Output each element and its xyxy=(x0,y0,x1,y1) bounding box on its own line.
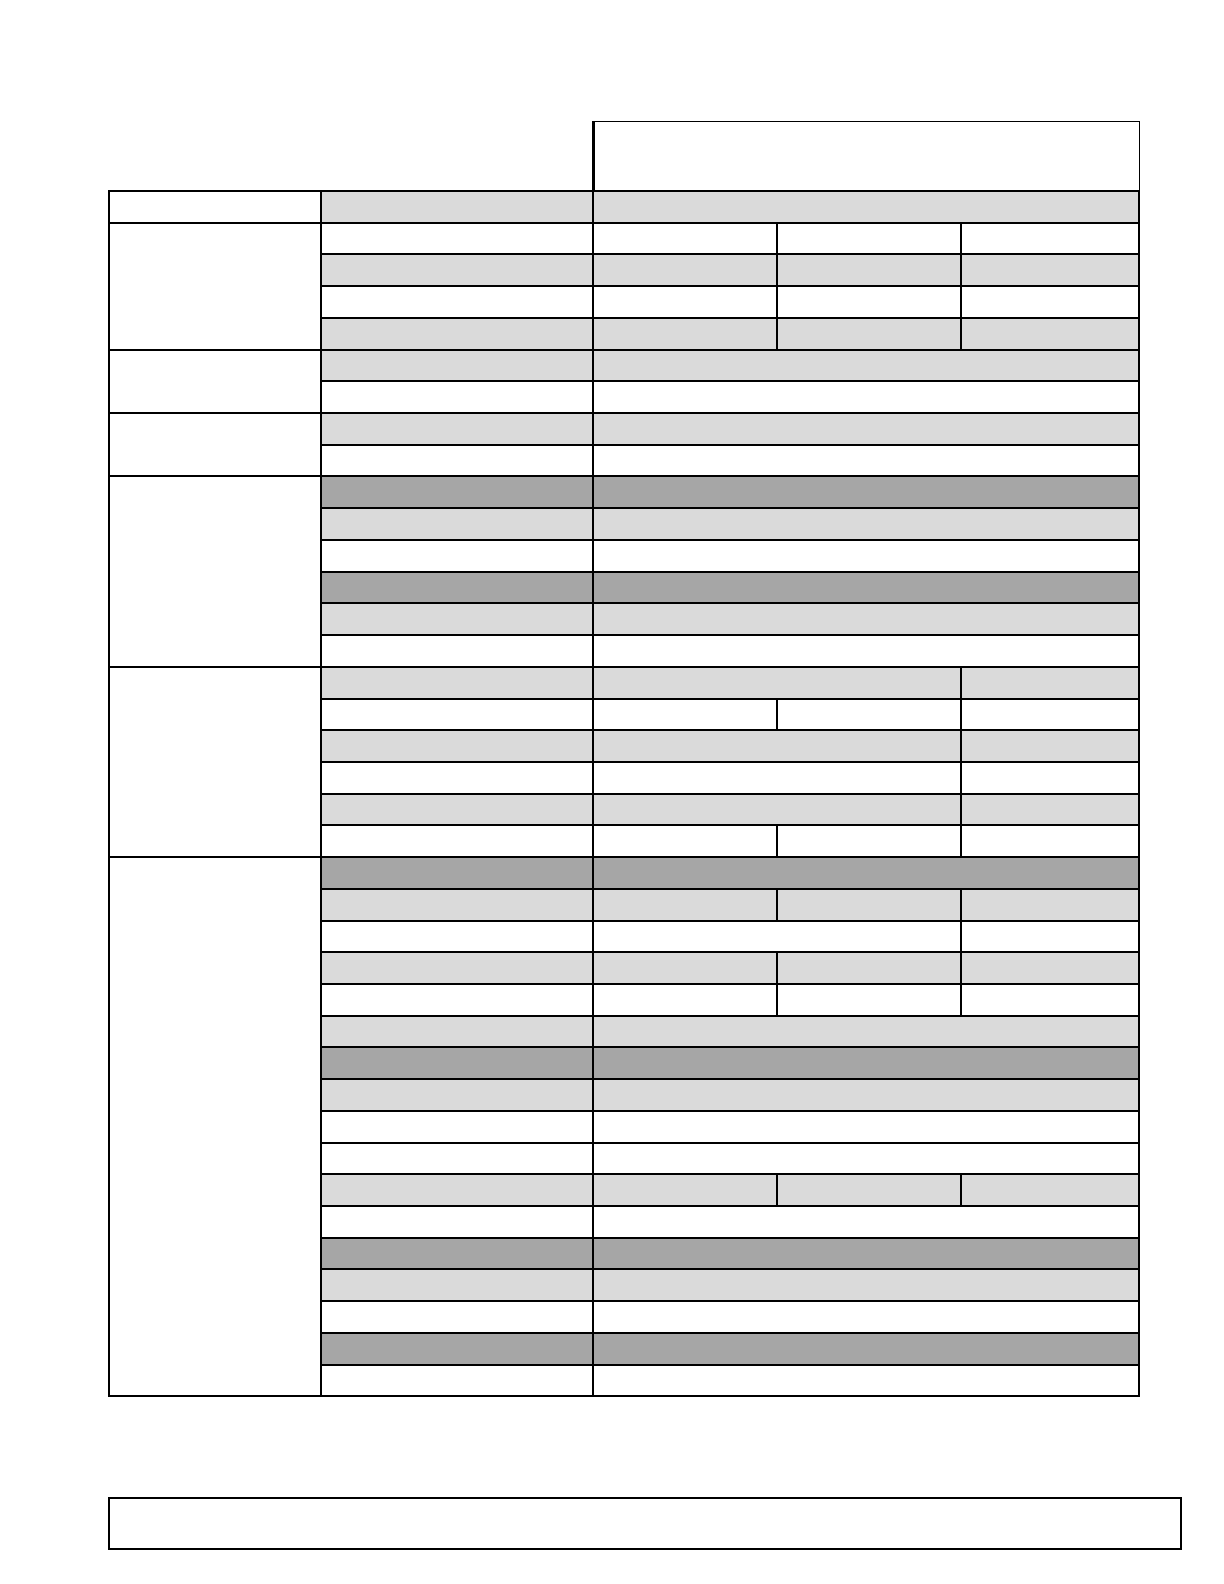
row-divider xyxy=(320,285,1139,287)
form-row xyxy=(320,507,1139,539)
column-divider xyxy=(960,1173,962,1205)
form-row xyxy=(320,856,1139,888)
section-divider xyxy=(108,475,1139,477)
column-divider xyxy=(960,285,962,317)
row-divider xyxy=(320,1046,1139,1048)
section-label-cell xyxy=(108,666,320,856)
row-divider xyxy=(320,793,1139,795)
row-divider xyxy=(320,983,1139,985)
row-divider xyxy=(320,1237,1139,1239)
row-divider xyxy=(320,317,1139,319)
form-row xyxy=(320,475,1139,507)
row-divider xyxy=(320,1205,1139,1207)
row-divider xyxy=(320,380,1139,382)
row-divider xyxy=(320,888,1139,890)
section-label-cell xyxy=(108,222,320,349)
form-row xyxy=(320,285,1139,317)
section-divider xyxy=(108,222,1139,224)
table-left-border xyxy=(108,190,110,1396)
column-divider xyxy=(776,698,778,730)
form-row xyxy=(320,983,1139,1015)
form-row xyxy=(320,1205,1139,1237)
form-row xyxy=(320,1237,1139,1269)
column-divider xyxy=(960,666,962,698)
form-row xyxy=(320,444,1139,476)
row-divider xyxy=(320,444,1139,446)
row-divider xyxy=(320,1142,1139,1144)
form-row xyxy=(320,602,1139,634)
row-divider xyxy=(320,1078,1139,1080)
table-bottom-border xyxy=(108,1395,1140,1397)
column-divider xyxy=(960,317,962,349)
column-divider xyxy=(960,824,962,856)
column-divider xyxy=(960,222,962,254)
column-divider xyxy=(776,983,778,1015)
column-divider xyxy=(776,824,778,856)
table-right-border xyxy=(1138,190,1140,1396)
form-row xyxy=(320,1364,1139,1396)
row-divider xyxy=(320,634,1139,636)
form-row xyxy=(320,1015,1139,1047)
row-divider xyxy=(320,1173,1139,1175)
row-divider xyxy=(320,1268,1139,1270)
row-divider xyxy=(320,1364,1139,1366)
value-column-divider xyxy=(592,190,594,1395)
column-divider xyxy=(776,951,778,983)
section-label-cell xyxy=(108,856,320,1395)
row-divider xyxy=(320,571,1139,573)
column-divider xyxy=(960,983,962,1015)
section-divider xyxy=(108,856,1139,858)
form-row xyxy=(320,1332,1139,1364)
column-divider xyxy=(960,761,962,793)
form-row xyxy=(320,951,1139,983)
form-row xyxy=(320,1268,1139,1300)
row-divider xyxy=(320,507,1139,509)
row-divider xyxy=(320,761,1139,763)
form-row xyxy=(320,539,1139,571)
row-divider xyxy=(320,1332,1139,1334)
row-divider xyxy=(320,1300,1139,1302)
row-divider xyxy=(320,951,1139,953)
row-divider xyxy=(320,253,1139,255)
column-divider xyxy=(776,1173,778,1205)
column-divider xyxy=(960,253,962,285)
column-divider xyxy=(960,729,962,761)
form-row xyxy=(320,698,1139,730)
header-box xyxy=(592,121,1140,191)
form-row xyxy=(320,1046,1139,1078)
section-label-cell xyxy=(108,412,320,475)
form-row xyxy=(320,412,1139,444)
form-row xyxy=(320,761,1139,793)
form-row xyxy=(320,1078,1139,1110)
form-row xyxy=(320,253,1139,285)
row-divider xyxy=(320,729,1139,731)
section-label-cell xyxy=(108,190,320,222)
column-divider xyxy=(960,698,962,730)
form-row xyxy=(320,666,1139,698)
column-divider xyxy=(960,888,962,920)
section-divider xyxy=(108,190,1139,192)
section-divider xyxy=(108,349,1139,351)
form-row xyxy=(320,1110,1139,1142)
form-row xyxy=(320,317,1139,349)
column-divider xyxy=(776,285,778,317)
label-column-divider xyxy=(320,190,322,1395)
form-row xyxy=(320,190,1139,222)
column-divider xyxy=(960,793,962,825)
row-divider xyxy=(320,602,1139,604)
column-divider xyxy=(960,951,962,983)
row-divider xyxy=(320,824,1139,826)
section-label-cell xyxy=(108,349,320,412)
row-divider xyxy=(320,920,1139,922)
row-divider xyxy=(320,698,1139,700)
row-divider xyxy=(320,1110,1139,1112)
form-row xyxy=(320,1300,1139,1332)
section-label-cell xyxy=(108,475,320,665)
form-row xyxy=(320,920,1139,952)
form-row xyxy=(320,1142,1139,1174)
form-row xyxy=(320,571,1139,603)
form-row xyxy=(320,380,1139,412)
column-divider xyxy=(776,888,778,920)
header-box-left-border xyxy=(592,121,595,191)
column-divider xyxy=(776,317,778,349)
form-row xyxy=(320,888,1139,920)
form-row xyxy=(320,1173,1139,1205)
form-row xyxy=(320,222,1139,254)
form-row xyxy=(320,729,1139,761)
row-divider xyxy=(320,1015,1139,1017)
form-row xyxy=(320,793,1139,825)
column-divider xyxy=(776,253,778,285)
column-divider xyxy=(960,920,962,952)
column-divider xyxy=(776,222,778,254)
footer-box xyxy=(108,1497,1182,1550)
section-divider xyxy=(108,666,1139,668)
row-divider xyxy=(320,539,1139,541)
section-divider xyxy=(108,412,1139,414)
form-row xyxy=(320,349,1139,381)
form-row xyxy=(320,824,1139,856)
form-row xyxy=(320,634,1139,666)
